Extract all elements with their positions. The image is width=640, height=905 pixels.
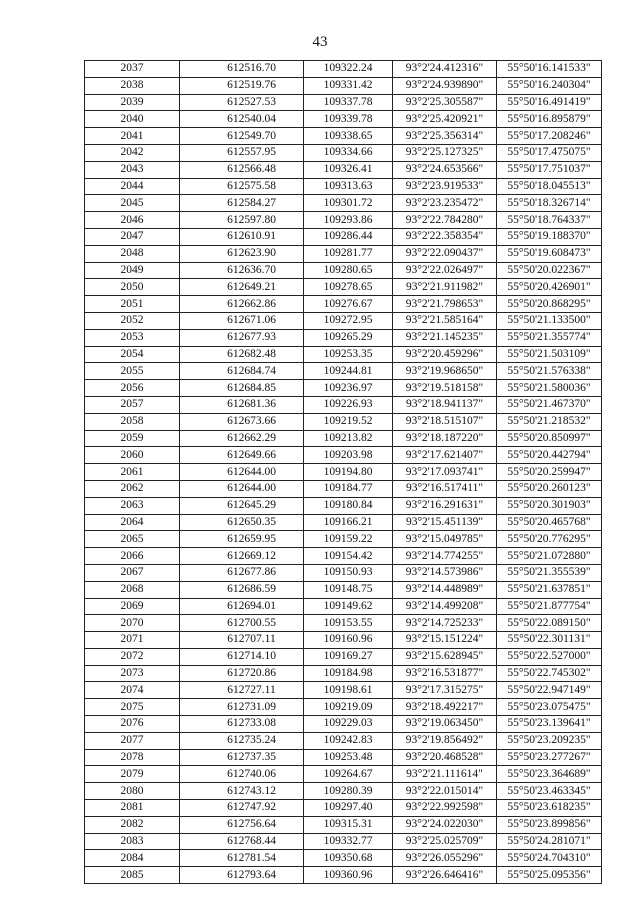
point-number-cell: 2045 [85,195,180,212]
y-coordinate-cell: 109242.83 [304,732,393,749]
point-number-cell: 2067 [85,564,180,581]
point-number-cell: 2046 [85,212,180,229]
point-number-cell: 2055 [85,363,180,380]
latitude-cell: 55°50'16.240304" [497,77,602,94]
y-coordinate-cell: 109219.52 [304,413,393,430]
point-number-cell: 2064 [85,514,180,531]
y-coordinate-cell: 109339.78 [304,111,393,128]
point-number-cell: 2068 [85,581,180,598]
longitude-cell: 93°2'22.015014" [393,783,497,800]
longitude-cell: 93°2'15.628945" [393,648,497,665]
latitude-cell: 55°50'23.277267" [497,749,602,766]
latitude-cell: 55°50'18.764337" [497,212,602,229]
x-coordinate-cell: 612707.11 [180,632,304,649]
table-row [85,850,602,867]
latitude-cell: 55°50'22.089150" [497,615,602,632]
latitude-cell: 55°50'23.364689" [497,766,602,783]
table-row [85,783,602,800]
y-coordinate-cell: 109149.62 [304,598,393,615]
table-row [85,77,602,94]
y-coordinate-cell: 109264.67 [304,766,393,783]
x-coordinate-cell: 612662.86 [180,296,304,313]
table-row [85,161,602,178]
x-coordinate-cell: 612684.74 [180,363,304,380]
longitude-cell: 93°2'26.055296" [393,850,497,867]
table-row [85,413,602,430]
x-coordinate-cell: 612649.66 [180,447,304,464]
y-coordinate-cell: 109297.40 [304,800,393,817]
latitude-cell: 55°50'23.139641" [497,716,602,733]
point-number-cell: 2081 [85,800,180,817]
y-coordinate-cell: 109169.27 [304,648,393,665]
y-coordinate-cell: 109203.98 [304,447,393,464]
table-row [85,447,602,464]
longitude-cell: 93°2'21.585164" [393,312,497,329]
latitude-cell: 55°50'23.463345" [497,783,602,800]
x-coordinate-cell: 612740.06 [180,766,304,783]
table-row [85,430,602,447]
latitude-cell: 55°50'18.326714" [497,195,602,212]
latitude-cell: 55°50'19.608473" [497,245,602,262]
longitude-cell: 93°2'24.939890" [393,77,497,94]
y-coordinate-cell: 109313.63 [304,178,393,195]
latitude-cell: 55°50'20.301903" [497,497,602,514]
point-number-cell: 2052 [85,312,180,329]
x-coordinate-cell: 612737.35 [180,749,304,766]
y-coordinate-cell: 109244.81 [304,363,393,380]
point-number-cell: 2076 [85,716,180,733]
table-row [85,178,602,195]
point-number-cell: 2039 [85,94,180,111]
table-row [85,144,602,161]
longitude-cell: 93°2'21.911982" [393,279,497,296]
table-row [85,212,602,229]
latitude-cell: 55°50'24.704310" [497,850,602,867]
y-coordinate-cell: 109338.65 [304,128,393,145]
table-row [85,279,602,296]
point-number-cell: 2060 [85,447,180,464]
y-coordinate-cell: 109184.77 [304,480,393,497]
x-coordinate-cell: 612584.27 [180,195,304,212]
point-number-cell: 2072 [85,648,180,665]
point-number-cell: 2047 [85,228,180,245]
point-number-cell: 2078 [85,749,180,766]
table-row [85,312,602,329]
longitude-cell: 93°2'25.356314" [393,128,497,145]
point-number-cell: 2044 [85,178,180,195]
table-row [85,514,602,531]
longitude-cell: 93°2'19.856492" [393,732,497,749]
x-coordinate-cell: 612682.48 [180,346,304,363]
table-row [85,228,602,245]
latitude-cell: 55°50'21.503109" [497,346,602,363]
x-coordinate-cell: 612650.35 [180,514,304,531]
x-coordinate-cell: 612671.06 [180,312,304,329]
longitude-cell: 93°2'21.111614" [393,766,497,783]
longitude-cell: 93°2'24.022030" [393,816,497,833]
latitude-cell: 55°50'23.899856" [497,816,602,833]
y-coordinate-cell: 109150.93 [304,564,393,581]
table-row [85,329,602,346]
latitude-cell: 55°50'22.301131" [497,632,602,649]
table-row [85,648,602,665]
y-coordinate-cell: 109331.42 [304,77,393,94]
y-coordinate-cell: 109280.65 [304,262,393,279]
longitude-cell: 93°2'26.646416" [393,867,497,884]
table-row [85,245,602,262]
point-number-cell: 2048 [85,245,180,262]
point-number-cell: 2079 [85,766,180,783]
x-coordinate-cell: 612519.76 [180,77,304,94]
latitude-cell: 55°50'20.426901" [497,279,602,296]
x-coordinate-cell: 612673.66 [180,413,304,430]
x-coordinate-cell: 612768.44 [180,833,304,850]
y-coordinate-cell: 109293.86 [304,212,393,229]
y-coordinate-cell: 109253.35 [304,346,393,363]
point-number-cell: 2041 [85,128,180,145]
x-coordinate-cell: 612527.53 [180,94,304,111]
table-row [85,766,602,783]
point-number-cell: 2074 [85,682,180,699]
longitude-cell: 93°2'25.305587" [393,94,497,111]
longitude-cell: 93°2'14.774255" [393,548,497,565]
longitude-cell: 93°2'15.049785" [393,531,497,548]
x-coordinate-cell: 612677.93 [180,329,304,346]
x-coordinate-cell: 612686.59 [180,581,304,598]
table-row [85,480,602,497]
point-number-cell: 2058 [85,413,180,430]
latitude-cell: 55°50'22.745302" [497,665,602,682]
y-coordinate-cell: 109198.61 [304,682,393,699]
longitude-cell: 93°2'14.725233" [393,615,497,632]
latitude-cell: 55°50'16.491419" [497,94,602,111]
x-coordinate-cell: 612735.24 [180,732,304,749]
y-coordinate-cell: 109332.77 [304,833,393,850]
point-number-cell: 2053 [85,329,180,346]
latitude-cell: 55°50'17.475075" [497,144,602,161]
y-coordinate-cell: 109166.21 [304,514,393,531]
longitude-cell: 93°2'15.451139" [393,514,497,531]
point-number-cell: 2054 [85,346,180,363]
point-number-cell: 2059 [85,430,180,447]
table-row [85,128,602,145]
latitude-cell: 55°50'21.637851" [497,581,602,598]
point-number-cell: 2051 [85,296,180,313]
x-coordinate-cell: 612644.00 [180,480,304,497]
x-coordinate-cell: 612681.36 [180,396,304,413]
latitude-cell: 55°50'17.208246" [497,128,602,145]
y-coordinate-cell: 109322.24 [304,61,393,78]
y-coordinate-cell: 109315.31 [304,816,393,833]
x-coordinate-cell: 612669.12 [180,548,304,565]
latitude-cell: 55°50'16.895879" [497,111,602,128]
longitude-cell: 93°2'19.518158" [393,380,497,397]
latitude-cell: 55°50'23.209235" [497,732,602,749]
table-row [85,396,602,413]
latitude-cell: 55°50'18.045513" [497,178,602,195]
longitude-cell: 93°2'17.315275" [393,682,497,699]
latitude-cell: 55°50'21.133500" [497,312,602,329]
table-row [85,497,602,514]
table-row [85,111,602,128]
longitude-cell: 93°2'14.448989" [393,581,497,598]
point-number-cell: 2085 [85,867,180,884]
x-coordinate-cell: 612781.54 [180,850,304,867]
point-number-cell: 2037 [85,61,180,78]
x-coordinate-cell: 612636.70 [180,262,304,279]
y-coordinate-cell: 109153.55 [304,615,393,632]
y-coordinate-cell: 109350.68 [304,850,393,867]
point-number-cell: 2069 [85,598,180,615]
point-number-cell: 2073 [85,665,180,682]
longitude-cell: 93°2'25.025709" [393,833,497,850]
y-coordinate-cell: 109226.93 [304,396,393,413]
table-row [85,716,602,733]
longitude-cell: 93°2'20.468528" [393,749,497,766]
latitude-cell: 55°50'23.075475" [497,699,602,716]
longitude-cell: 93°2'22.090437" [393,245,497,262]
point-number-cell: 2080 [85,783,180,800]
latitude-cell: 55°50'17.751037" [497,161,602,178]
y-coordinate-cell: 109160.96 [304,632,393,649]
y-coordinate-cell: 109286.44 [304,228,393,245]
point-number-cell: 2061 [85,464,180,481]
y-coordinate-cell: 109280.39 [304,783,393,800]
point-number-cell: 2084 [85,850,180,867]
longitude-cell: 93°2'19.063450" [393,716,497,733]
y-coordinate-cell: 109236.97 [304,380,393,397]
point-number-cell: 2050 [85,279,180,296]
x-coordinate-cell: 612566.48 [180,161,304,178]
table-row [85,195,602,212]
point-number-cell: 2063 [85,497,180,514]
longitude-cell: 93°2'18.187220" [393,430,497,447]
x-coordinate-cell: 612649.21 [180,279,304,296]
longitude-cell: 93°2'23.919533" [393,178,497,195]
coordinates-table [84,60,602,884]
latitude-cell: 55°50'20.022367" [497,262,602,279]
longitude-cell: 93°2'15.151224" [393,632,497,649]
latitude-cell: 55°50'20.259947" [497,464,602,481]
table-row [85,564,602,581]
point-number-cell: 2043 [85,161,180,178]
table-row [85,800,602,817]
longitude-cell: 93°2'21.145235" [393,329,497,346]
x-coordinate-cell: 612694.01 [180,598,304,615]
point-number-cell: 2077 [85,732,180,749]
y-coordinate-cell: 109194.80 [304,464,393,481]
latitude-cell: 55°50'21.072880" [497,548,602,565]
x-coordinate-cell: 612575.58 [180,178,304,195]
x-coordinate-cell: 612516.70 [180,61,304,78]
table-row [85,632,602,649]
table-row [85,598,602,615]
x-coordinate-cell: 612623.90 [180,245,304,262]
point-number-cell: 2070 [85,615,180,632]
table-row [85,682,602,699]
latitude-cell: 55°50'21.355539" [497,564,602,581]
y-coordinate-cell: 109180.84 [304,497,393,514]
y-coordinate-cell: 109278.65 [304,279,393,296]
latitude-cell: 55°50'20.442794" [497,447,602,464]
point-number-cell: 2065 [85,531,180,548]
latitude-cell: 55°50'20.465768" [497,514,602,531]
table-row [85,296,602,313]
table-row [85,665,602,682]
table-row [85,94,602,111]
latitude-cell: 55°50'19.188370" [497,228,602,245]
latitude-cell: 55°50'21.580036" [497,380,602,397]
table-row [85,346,602,363]
point-number-cell: 2071 [85,632,180,649]
point-number-cell: 2057 [85,396,180,413]
table-row [85,867,602,884]
y-coordinate-cell: 109337.78 [304,94,393,111]
x-coordinate-cell: 612610.91 [180,228,304,245]
x-coordinate-cell: 612720.86 [180,665,304,682]
longitude-cell: 93°2'16.517411" [393,480,497,497]
x-coordinate-cell: 612747.92 [180,800,304,817]
x-coordinate-cell: 612677.86 [180,564,304,581]
latitude-cell: 55°50'21.576338" [497,363,602,380]
longitude-cell: 93°2'20.459296" [393,346,497,363]
table-row [85,363,602,380]
table-row [85,581,602,598]
x-coordinate-cell: 612659.95 [180,531,304,548]
latitude-cell: 55°50'20.260123" [497,480,602,497]
longitude-cell: 93°2'21.798653" [393,296,497,313]
longitude-cell: 93°2'25.420921" [393,111,497,128]
longitude-cell: 93°2'19.968650" [393,363,497,380]
y-coordinate-cell: 109213.82 [304,430,393,447]
longitude-cell: 93°2'14.499208" [393,598,497,615]
y-coordinate-cell: 109253.48 [304,749,393,766]
latitude-cell: 55°50'21.355774" [497,329,602,346]
point-number-cell: 2082 [85,816,180,833]
table-row [85,380,602,397]
x-coordinate-cell: 612733.08 [180,716,304,733]
latitude-cell: 55°50'20.850997" [497,430,602,447]
table-row [85,464,602,481]
table-row [85,749,602,766]
longitude-cell: 93°2'23.235472" [393,195,497,212]
y-coordinate-cell: 109219.09 [304,699,393,716]
longitude-cell: 93°2'16.291631" [393,497,497,514]
longitude-cell: 93°2'14.573986" [393,564,497,581]
longitude-cell: 93°2'22.784280" [393,212,497,229]
y-coordinate-cell: 109276.67 [304,296,393,313]
x-coordinate-cell: 612684.85 [180,380,304,397]
y-coordinate-cell: 109184.98 [304,665,393,682]
point-number-cell: 2075 [85,699,180,716]
table-row [85,732,602,749]
longitude-cell: 93°2'17.621407" [393,447,497,464]
longitude-cell: 93°2'18.492217" [393,699,497,716]
point-number-cell: 2042 [85,144,180,161]
x-coordinate-cell: 612727.11 [180,682,304,699]
x-coordinate-cell: 612645.29 [180,497,304,514]
y-coordinate-cell: 109281.77 [304,245,393,262]
longitude-cell: 93°2'22.026497" [393,262,497,279]
point-number-cell: 2038 [85,77,180,94]
latitude-cell: 55°50'20.868295" [497,296,602,313]
point-number-cell: 2040 [85,111,180,128]
table-row [85,699,602,716]
table-row [85,548,602,565]
x-coordinate-cell: 612700.55 [180,615,304,632]
point-number-cell: 2062 [85,480,180,497]
latitude-cell: 55°50'16.141533" [497,61,602,78]
x-coordinate-cell: 612644.00 [180,464,304,481]
table-row [85,833,602,850]
x-coordinate-cell: 612731.09 [180,699,304,716]
longitude-cell: 93°2'16.531877" [393,665,497,682]
longitude-cell: 93°2'18.941137" [393,396,497,413]
x-coordinate-cell: 612540.04 [180,111,304,128]
y-coordinate-cell: 109326.41 [304,161,393,178]
latitude-cell: 55°50'25.095356" [497,867,602,884]
longitude-cell: 93°2'17.093741" [393,464,497,481]
x-coordinate-cell: 612549.70 [180,128,304,145]
y-coordinate-cell: 109159.22 [304,531,393,548]
longitude-cell: 93°2'24.653566" [393,161,497,178]
latitude-cell: 55°50'22.527000" [497,648,602,665]
y-coordinate-cell: 109272.95 [304,312,393,329]
y-coordinate-cell: 109265.29 [304,329,393,346]
point-number-cell: 2066 [85,548,180,565]
longitude-cell: 93°2'24.412316" [393,61,497,78]
x-coordinate-cell: 612597.80 [180,212,304,229]
longitude-cell: 93°2'22.992598" [393,800,497,817]
x-coordinate-cell: 612743.12 [180,783,304,800]
latitude-cell: 55°50'22.947149" [497,682,602,699]
latitude-cell: 55°50'21.877754" [497,598,602,615]
latitude-cell: 55°50'21.218532" [497,413,602,430]
longitude-cell: 93°2'18.515107" [393,413,497,430]
x-coordinate-cell: 612557.95 [180,144,304,161]
latitude-cell: 55°50'20.776295" [497,531,602,548]
table-row [85,531,602,548]
y-coordinate-cell: 109229.03 [304,716,393,733]
longitude-cell: 93°2'22.358354" [393,228,497,245]
table-row [85,61,602,78]
y-coordinate-cell: 109154.42 [304,548,393,565]
x-coordinate-cell: 612793.64 [180,867,304,884]
point-number-cell: 2056 [85,380,180,397]
y-coordinate-cell: 109334.66 [304,144,393,161]
point-number-cell: 2049 [85,262,180,279]
table-row [85,262,602,279]
latitude-cell: 55°50'24.281071" [497,833,602,850]
x-coordinate-cell: 612756.64 [180,816,304,833]
x-coordinate-cell: 612714.10 [180,648,304,665]
y-coordinate-cell: 109301.72 [304,195,393,212]
latitude-cell: 55°50'23.618235" [497,800,602,817]
y-coordinate-cell: 109148.75 [304,581,393,598]
x-coordinate-cell: 612662.29 [180,430,304,447]
latitude-cell: 55°50'21.467370" [497,396,602,413]
point-number-cell: 2083 [85,833,180,850]
y-coordinate-cell: 109360.96 [304,867,393,884]
longitude-cell: 93°2'25.127325" [393,144,497,161]
page-number: 43 [312,34,328,50]
table-row [85,615,602,632]
table-row [85,816,602,833]
